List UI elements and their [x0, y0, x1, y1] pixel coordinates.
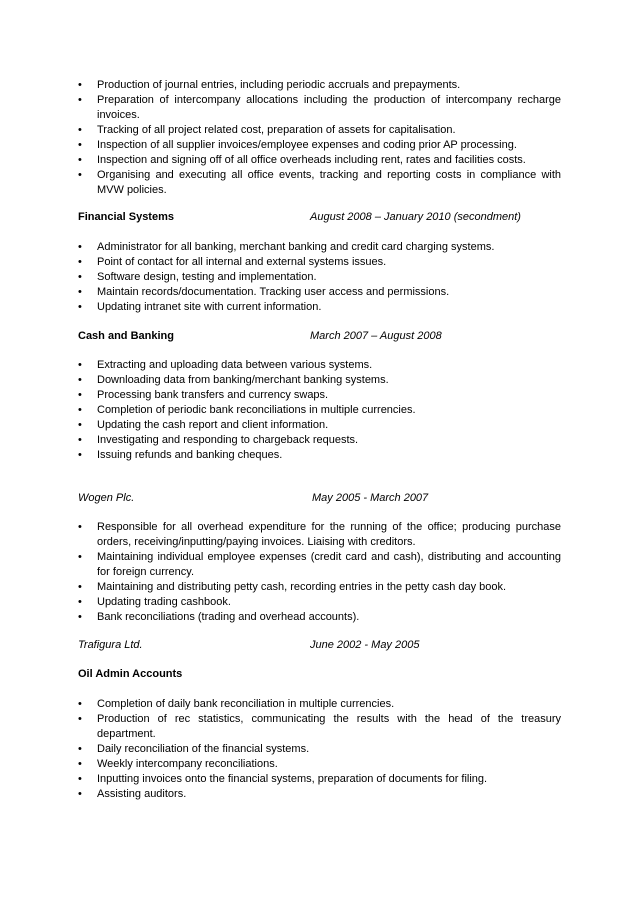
list-item: • Administrator for all banking, merchant banking and credit card charging systems. [78, 241, 495, 253]
trafigura-block [78, 697, 561, 802]
trafigura-subtitle: Oil Admin Accounts [78, 668, 183, 680]
list-item: • Updating trading cashbook. [78, 596, 231, 608]
bullet-icon: • [78, 374, 82, 386]
bullet-icon: • [78, 596, 82, 608]
bullet-icon: • [78, 286, 82, 298]
list-item: • Responsible for all overhead expenditure for the running of the office; producing purchase orders, receiving/inputting/paying invoices. Liaising with creditors. [78, 521, 561, 548]
list-item: • Organising and executing all office events, tracking and reporting costs in compliance with MVW policies. [78, 169, 561, 196]
wogen-list [78, 520, 561, 625]
list-item: • Updating the cash report and client information. [78, 419, 329, 431]
bullet-icon: • [78, 124, 82, 136]
cash-banking-block [78, 358, 561, 463]
bullet-icon: • [78, 139, 82, 151]
list-item: • Processing bank transfers and currency swaps. [78, 389, 329, 401]
trafigura-dates: June 2002 - May 2005 [310, 639, 420, 651]
list-item: • Downloading data from banking/merchant banking systems. [78, 374, 389, 386]
bullet-icon: • [78, 758, 82, 770]
section1-list [78, 78, 561, 198]
bullet-icon: • [78, 241, 82, 253]
list-item: • Updating intranet site with current information. [78, 301, 322, 313]
list-item: • Software design, testing and implementation. [78, 271, 317, 283]
financial-systems-dates: August 2008 – January 2010 (secondment) [310, 211, 521, 223]
trafigura-list [78, 697, 561, 802]
section1-block [78, 78, 561, 198]
bullet-icon: • [78, 389, 82, 401]
cash-banking-list [78, 358, 561, 463]
bullet-icon: • [78, 581, 82, 593]
list-item: • Maintain records/documentation. Tracking user access and permissions. [78, 286, 450, 298]
list-item: • Inspection of all supplier invoices/employee expenses and coding prior AP processing. [78, 139, 517, 151]
bullet-icon: • [78, 419, 82, 431]
list-item: • Inputting invoices onto the financial systems, preparation of documents for filing. [78, 773, 488, 785]
bullet-icon: • [78, 713, 82, 725]
bullet-icon: • [78, 434, 82, 446]
bullet-icon: • [78, 743, 82, 755]
list-item: • Maintaining individual employee expenses (credit card and cash), distributing and accounting for foreign currency. [78, 551, 561, 578]
cash-banking-dates: March 2007 – August 2008 [310, 330, 442, 342]
financial-systems-block [78, 240, 561, 315]
list-item: • Production of rec statistics, communicating the results with the head of the treasury department. [78, 713, 561, 740]
list-item: • Investigating and responding to chargeback requests. [78, 434, 359, 446]
list-item: • Daily reconciliation of the financial systems. [78, 743, 310, 755]
bullet-icon: • [78, 79, 82, 91]
list-item: • Weekly intercompany reconciliations. [78, 758, 278, 770]
trafigura-company: Trafigura Ltd. [78, 639, 143, 651]
bullet-icon: • [78, 301, 82, 313]
bullet-icon: • [78, 698, 82, 710]
bullet-icon: • [78, 611, 82, 623]
bullet-icon: • [78, 449, 82, 461]
bullet-icon: • [78, 359, 82, 371]
list-item: • Inspection and signing off of all office overheads including rent, rates and facilities costs. [78, 154, 526, 166]
financial-systems-title: Financial Systems [78, 211, 174, 223]
bullet-icon: • [78, 94, 82, 106]
list-item: • Maintaining and distributing petty cash, recording entries in the petty cash day book. [78, 581, 507, 593]
list-item: • Bank reconciliations (trading and overhead accounts). [78, 611, 360, 623]
list-item: • Completion of daily bank reconciliation in multiple currencies. [78, 698, 395, 710]
bullet-icon: • [78, 256, 82, 268]
cash-banking-title: Cash and Banking [78, 330, 174, 342]
list-item: • Tracking of all project related cost, preparation of assets for capitalisation. [78, 124, 456, 136]
financial-systems-list [78, 240, 561, 315]
bullet-icon: • [78, 788, 82, 800]
wogen-block [78, 520, 561, 625]
list-item: • Completion of periodic bank reconciliations in multiple currencies. [78, 404, 416, 416]
list-item: • Extracting and uploading data between various systems. [78, 359, 373, 371]
bullet-icon: • [78, 773, 82, 785]
list-item: • Production of journal entries, including periodic accruals and prepayments. [78, 79, 461, 91]
list-item: • Preparation of intercompany allocations including the production of intercompany recharge invoices. [78, 94, 561, 121]
list-item: • Assisting auditors. [78, 788, 187, 800]
bullet-icon: • [78, 404, 82, 416]
list-item: • Issuing refunds and banking cheques. [78, 449, 283, 461]
bullet-icon: • [78, 154, 82, 166]
bullet-icon: • [78, 521, 82, 533]
bullet-icon: • [78, 271, 82, 283]
bullet-icon: • [78, 551, 82, 563]
wogen-dates: May 2005 - March 2007 [312, 492, 429, 504]
list-item: • Point of contact for all internal and external systems issues. [78, 256, 387, 268]
bullet-icon: • [78, 169, 82, 181]
wogen-company: Wogen Plc. [78, 492, 135, 504]
